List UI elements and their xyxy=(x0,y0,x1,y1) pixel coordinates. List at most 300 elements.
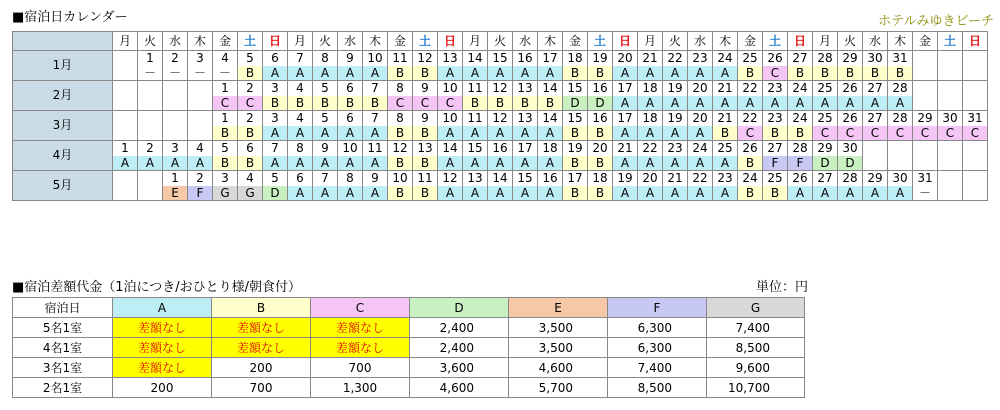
day-number: 23 xyxy=(767,81,783,95)
day-number: 2 xyxy=(246,81,254,95)
price-cell: 6,300 xyxy=(608,318,707,338)
day-number: 22 xyxy=(742,111,758,125)
day-number: 10 xyxy=(442,81,458,95)
price-category: C xyxy=(813,126,837,140)
day-number: 10 xyxy=(367,51,383,65)
day-number: 30 xyxy=(867,51,883,65)
price-category: A xyxy=(638,186,662,200)
price-category: A xyxy=(538,66,562,80)
price-cell: 10,700 xyxy=(707,378,805,398)
price-cell: 3,500 xyxy=(509,338,608,358)
weekday-header: 木 xyxy=(538,32,563,51)
room-occupancy-label: 5名1室 xyxy=(13,318,113,338)
price-category: C xyxy=(213,96,237,110)
price-category: A xyxy=(788,96,812,110)
calendar-day-cell xyxy=(763,51,788,81)
day-number: 9 xyxy=(421,81,429,95)
day-number: 30 xyxy=(842,141,858,155)
day-number: 22 xyxy=(692,171,708,185)
calendar-day-cell xyxy=(888,111,913,141)
price-category: B xyxy=(588,156,612,170)
day-number: 15 xyxy=(517,171,533,185)
price-cell: 差額なし xyxy=(212,318,311,338)
day-number: 3 xyxy=(221,171,229,185)
price-category: － xyxy=(168,66,181,80)
price-cell: 差額なし xyxy=(113,318,212,338)
price-category: A xyxy=(613,66,637,80)
price-category: A xyxy=(363,66,387,80)
day-number: 20 xyxy=(692,111,708,125)
price-category: C xyxy=(963,126,987,140)
month-label: 2月 xyxy=(13,81,113,111)
weekday-header: 金 xyxy=(738,32,763,51)
price-category: F xyxy=(763,156,787,170)
price-category: A xyxy=(513,66,537,80)
calendar-day-cell xyxy=(663,171,688,201)
calendar-day-cell xyxy=(563,51,588,81)
calendar-day-cell xyxy=(838,171,863,201)
day-number: 4 xyxy=(296,81,304,95)
price-category: A xyxy=(463,186,487,200)
calendar-day-cell xyxy=(213,111,238,141)
calendar-day-cell xyxy=(688,171,713,201)
calendar-day-cell xyxy=(538,81,563,111)
weekday-header: 金 xyxy=(913,32,938,51)
calendar-day-cell xyxy=(313,81,338,111)
calendar-empty-cell xyxy=(913,81,938,111)
day-number: 24 xyxy=(792,81,808,95)
price-title: ■宿泊差額代金（1泊につき/おひとり様/朝食付） xyxy=(12,280,302,295)
calendar-day-cell xyxy=(813,111,838,141)
price-category: C xyxy=(738,126,762,140)
calendar-day-cell xyxy=(163,171,188,201)
calendar-day-cell xyxy=(538,51,563,81)
day-number: 22 xyxy=(742,81,758,95)
calendar-empty-cell xyxy=(938,81,963,111)
weekday-header: 水 xyxy=(513,32,538,51)
calendar-empty-cell xyxy=(963,141,988,171)
day-number: 23 xyxy=(717,171,733,185)
day-number: 26 xyxy=(792,171,808,185)
price-category: F xyxy=(788,156,812,170)
price-category: G xyxy=(238,186,262,200)
calendar-day-cell xyxy=(488,81,513,111)
calendar-day-cell xyxy=(288,141,313,171)
price-category: B xyxy=(563,66,587,80)
calendar-day-cell xyxy=(513,141,538,171)
day-number: 21 xyxy=(642,51,658,65)
calendar-day-cell xyxy=(688,81,713,111)
day-number: 26 xyxy=(767,51,783,65)
day-number: 20 xyxy=(642,171,658,185)
price-category: A xyxy=(813,186,837,200)
calendar-day-cell xyxy=(838,51,863,81)
calendar-day-cell xyxy=(538,171,563,201)
day-number: 12 xyxy=(442,171,458,185)
day-number: 31 xyxy=(967,111,983,125)
calendar-empty-cell xyxy=(138,81,163,111)
calendar-corner xyxy=(13,32,113,51)
price-category: A xyxy=(288,186,312,200)
calendar-day-cell xyxy=(238,51,263,81)
weekday-header: 金 xyxy=(388,32,413,51)
price-category: A xyxy=(688,186,712,200)
price-category: C xyxy=(438,96,462,110)
price-category: A xyxy=(313,156,337,170)
price-category: A xyxy=(313,66,337,80)
calendar-day-cell xyxy=(438,141,463,171)
price-cell: 200 xyxy=(212,358,311,378)
day-number: 25 xyxy=(767,171,783,185)
price-category: B xyxy=(738,186,762,200)
weekday-header: 火 xyxy=(663,32,688,51)
calendar-day-cell xyxy=(413,51,438,81)
day-number: 2 xyxy=(246,111,254,125)
calendar-month-row xyxy=(13,81,988,111)
price-category: A xyxy=(663,186,687,200)
calendar-day-cell xyxy=(638,81,663,111)
calendar-empty-cell xyxy=(113,111,138,141)
day-number: 12 xyxy=(392,141,408,155)
calendar-day-cell xyxy=(463,51,488,81)
price-category: A xyxy=(838,96,862,110)
day-number: 9 xyxy=(346,51,354,65)
day-number: 6 xyxy=(296,171,304,185)
price-category: D xyxy=(838,156,862,170)
price-category: B xyxy=(788,66,812,80)
day-number: 4 xyxy=(296,111,304,125)
price-cell: 700 xyxy=(212,378,311,398)
calendar-day-cell xyxy=(188,171,213,201)
day-number: 5 xyxy=(321,111,329,125)
price-category: － xyxy=(193,66,206,80)
price-category: A xyxy=(263,66,287,80)
day-number: 27 xyxy=(817,171,833,185)
calendar-day-cell xyxy=(688,51,713,81)
calendar-day-cell xyxy=(438,171,463,201)
calendar-day-cell xyxy=(563,171,588,201)
calendar-day-cell xyxy=(838,141,863,171)
calendar-day-cell xyxy=(363,111,388,141)
price-category: A xyxy=(338,126,362,140)
weekday-header: 月 xyxy=(288,32,313,51)
price-category: A xyxy=(513,156,537,170)
day-number: 13 xyxy=(417,141,433,155)
calendar-day-cell xyxy=(463,141,488,171)
calendar-day-cell xyxy=(738,141,763,171)
price-category: G xyxy=(213,186,237,200)
calendar-day-cell xyxy=(613,81,638,111)
price-category: A xyxy=(763,96,787,110)
calendar-day-cell xyxy=(188,51,213,81)
calendar-day-cell xyxy=(213,141,238,171)
price-category: A xyxy=(513,126,537,140)
day-number: 14 xyxy=(467,51,483,65)
calendar-day-cell xyxy=(338,171,363,201)
price-category: B xyxy=(788,126,812,140)
weekday-header: 木 xyxy=(713,32,738,51)
day-number: 26 xyxy=(742,141,758,155)
day-number: 7 xyxy=(321,171,329,185)
day-number: 19 xyxy=(592,51,608,65)
calendar-header-row xyxy=(13,32,988,51)
calendar-empty-cell xyxy=(963,51,988,81)
day-number: 14 xyxy=(542,81,558,95)
day-number: 13 xyxy=(442,51,458,65)
price-cell: 差額なし xyxy=(212,338,311,358)
day-number: 5 xyxy=(221,141,229,155)
weekday-header: 木 xyxy=(888,32,913,51)
calendar-day-cell xyxy=(413,81,438,111)
price-cell: 8,500 xyxy=(608,378,707,398)
calendar-day-cell xyxy=(738,81,763,111)
calendar-day-cell xyxy=(588,81,613,111)
price-cell: 7,400 xyxy=(608,358,707,378)
calendar-day-cell xyxy=(838,81,863,111)
price-category: A xyxy=(688,126,712,140)
calendar-day-cell xyxy=(738,111,763,141)
price-category: B xyxy=(488,96,512,110)
calendar-day-cell xyxy=(263,51,288,81)
price-category: A xyxy=(888,186,912,200)
price-category: C xyxy=(888,126,912,140)
price-category: － xyxy=(218,66,231,80)
day-number: 2 xyxy=(196,171,204,185)
price-category: B xyxy=(763,186,787,200)
price-category: A xyxy=(838,186,862,200)
price-category: A xyxy=(538,156,562,170)
day-number: 3 xyxy=(171,141,179,155)
calendar-day-cell xyxy=(588,171,613,201)
weekday-header: 土 xyxy=(763,32,788,51)
price-category: A xyxy=(438,66,462,80)
price-category: B xyxy=(413,186,437,200)
day-number: 2 xyxy=(146,141,154,155)
day-number: 29 xyxy=(867,171,883,185)
day-number: 25 xyxy=(817,111,833,125)
calendar-day-cell xyxy=(763,171,788,201)
calendar-day-cell xyxy=(888,51,913,81)
calendar-day-cell xyxy=(638,171,663,201)
price-category: A xyxy=(313,126,337,140)
price-category: － xyxy=(143,66,156,80)
day-number: 17 xyxy=(517,141,533,155)
price-category: B xyxy=(563,186,587,200)
price-category: B xyxy=(863,66,887,80)
calendar-day-cell xyxy=(388,81,413,111)
day-number: 9 xyxy=(421,111,429,125)
calendar-day-cell xyxy=(163,51,188,81)
day-number: 21 xyxy=(617,141,633,155)
day-number: 27 xyxy=(867,111,883,125)
price-category: B xyxy=(463,96,487,110)
calendar-day-cell xyxy=(288,171,313,201)
weekday-header: 土 xyxy=(938,32,963,51)
day-number: 7 xyxy=(271,141,279,155)
hotel-brand: ホテルみゆきビーチ xyxy=(878,14,994,29)
calendar-day-cell xyxy=(763,111,788,141)
price-category: A xyxy=(663,126,687,140)
day-number: 1 xyxy=(171,171,179,185)
day-number: 30 xyxy=(942,111,958,125)
price-category: A xyxy=(713,66,737,80)
price-category: A xyxy=(488,186,512,200)
price-category: A xyxy=(288,156,312,170)
day-number: 20 xyxy=(592,141,608,155)
calendar-day-cell xyxy=(513,171,538,201)
calendar-day-cell xyxy=(213,81,238,111)
calendar-day-cell xyxy=(713,51,738,81)
calendar-day-cell xyxy=(963,111,988,141)
category-header: E xyxy=(509,298,608,318)
price-category: B xyxy=(563,126,587,140)
price-category: B xyxy=(263,96,287,110)
price-category: C xyxy=(763,66,787,80)
price-category: B xyxy=(813,66,837,80)
weekday-header: 月 xyxy=(113,32,138,51)
calendar-empty-cell xyxy=(938,51,963,81)
price-category: A xyxy=(263,156,287,170)
price-category: A xyxy=(463,126,487,140)
day-number: 3 xyxy=(271,111,279,125)
day-number: 6 xyxy=(346,111,354,125)
calendar-day-cell xyxy=(463,171,488,201)
day-number: 31 xyxy=(917,171,933,185)
price-category: A xyxy=(138,156,162,170)
day-number: 19 xyxy=(667,81,683,95)
month-label: 5月 xyxy=(13,171,113,201)
day-number: 28 xyxy=(842,171,858,185)
day-number: 23 xyxy=(692,51,708,65)
calendar-day-cell xyxy=(563,111,588,141)
room-occupancy-label: 2名1室 xyxy=(13,378,113,398)
calendar-day-cell xyxy=(238,141,263,171)
price-category: A xyxy=(263,126,287,140)
day-number: 7 xyxy=(296,51,304,65)
price-category: A xyxy=(288,126,312,140)
day-number: 3 xyxy=(196,51,204,65)
price-category: B xyxy=(713,126,737,140)
calendar-day-cell xyxy=(538,141,563,171)
price-category: C xyxy=(388,96,412,110)
category-header: C xyxy=(311,298,410,318)
price-cell: 差額なし xyxy=(113,338,212,358)
calendar-day-cell xyxy=(338,51,363,81)
price-category: B xyxy=(888,66,912,80)
day-number: 5 xyxy=(246,51,254,65)
calendar-day-cell xyxy=(288,111,313,141)
calendar-title: ■宿泊日カレンダー xyxy=(12,10,128,25)
calendar-empty-cell xyxy=(138,171,163,201)
price-cell: 差額なし xyxy=(311,318,410,338)
calendar-day-cell xyxy=(188,141,213,171)
calendar-day-cell xyxy=(788,111,813,141)
calendar-empty-cell xyxy=(963,171,988,201)
day-number: 15 xyxy=(567,111,583,125)
calendar-day-cell xyxy=(438,51,463,81)
calendar-day-cell xyxy=(338,81,363,111)
calendar-day-cell xyxy=(313,51,338,81)
price-cell: 5,700 xyxy=(509,378,608,398)
price-category: A xyxy=(638,156,662,170)
calendar-month-row xyxy=(13,111,988,141)
day-number: 17 xyxy=(617,111,633,125)
price-category: A xyxy=(663,66,687,80)
price-category: A xyxy=(438,126,462,140)
weekday-header: 火 xyxy=(313,32,338,51)
price-category: A xyxy=(363,186,387,200)
calendar-day-cell xyxy=(438,81,463,111)
price-category: A xyxy=(613,96,637,110)
day-number: 14 xyxy=(442,141,458,155)
calendar-month-row xyxy=(13,171,988,201)
price-category: A xyxy=(613,186,637,200)
price-row xyxy=(13,338,805,358)
calendar-day-cell xyxy=(863,51,888,81)
price-category: A xyxy=(538,126,562,140)
month-label: 3月 xyxy=(13,111,113,141)
price-category: B xyxy=(388,186,412,200)
price-header-row xyxy=(13,298,805,318)
price-category: B xyxy=(238,66,262,80)
day-number: 20 xyxy=(692,81,708,95)
price-cell: 4,600 xyxy=(509,358,608,378)
room-occupancy-label: 4名1室 xyxy=(13,338,113,358)
day-number: 23 xyxy=(667,141,683,155)
price-category: D xyxy=(813,156,837,170)
price-category: A xyxy=(713,186,737,200)
calendar-day-cell xyxy=(213,51,238,81)
day-number: 7 xyxy=(371,81,379,95)
calendar-day-cell xyxy=(413,111,438,141)
calendar-empty-cell xyxy=(138,111,163,141)
price-row xyxy=(13,358,805,378)
day-number: 28 xyxy=(817,51,833,65)
price-category: B xyxy=(288,96,312,110)
day-number: 26 xyxy=(842,81,858,95)
calendar-day-cell xyxy=(813,51,838,81)
price-cell: 差額なし xyxy=(311,338,410,358)
day-number: 28 xyxy=(792,141,808,155)
calendar-day-cell xyxy=(763,141,788,171)
price-category: B xyxy=(213,126,237,140)
calendar-day-cell xyxy=(913,111,938,141)
day-number: 8 xyxy=(396,111,404,125)
price-category: A xyxy=(863,96,887,110)
day-number: 16 xyxy=(542,171,558,185)
price-category: A xyxy=(613,156,637,170)
day-number: 29 xyxy=(842,51,858,65)
calendar-day-cell xyxy=(238,171,263,201)
weekday-header: 金 xyxy=(213,32,238,51)
category-header: A xyxy=(113,298,212,318)
calendar-day-cell xyxy=(513,81,538,111)
price-category: A xyxy=(638,66,662,80)
calendar-day-cell xyxy=(313,171,338,201)
day-number: 16 xyxy=(592,111,608,125)
day-number: 14 xyxy=(542,111,558,125)
price-category: B xyxy=(738,66,762,80)
price-category: B xyxy=(538,96,562,110)
price-cell: 1,300 xyxy=(311,378,410,398)
weekday-header: 水 xyxy=(338,32,363,51)
calendar-day-cell xyxy=(713,81,738,111)
category-header: G xyxy=(707,298,805,318)
price-category: B xyxy=(363,96,387,110)
price-category: A xyxy=(163,156,187,170)
price-category: A xyxy=(338,156,362,170)
calendar-day-cell xyxy=(213,171,238,201)
